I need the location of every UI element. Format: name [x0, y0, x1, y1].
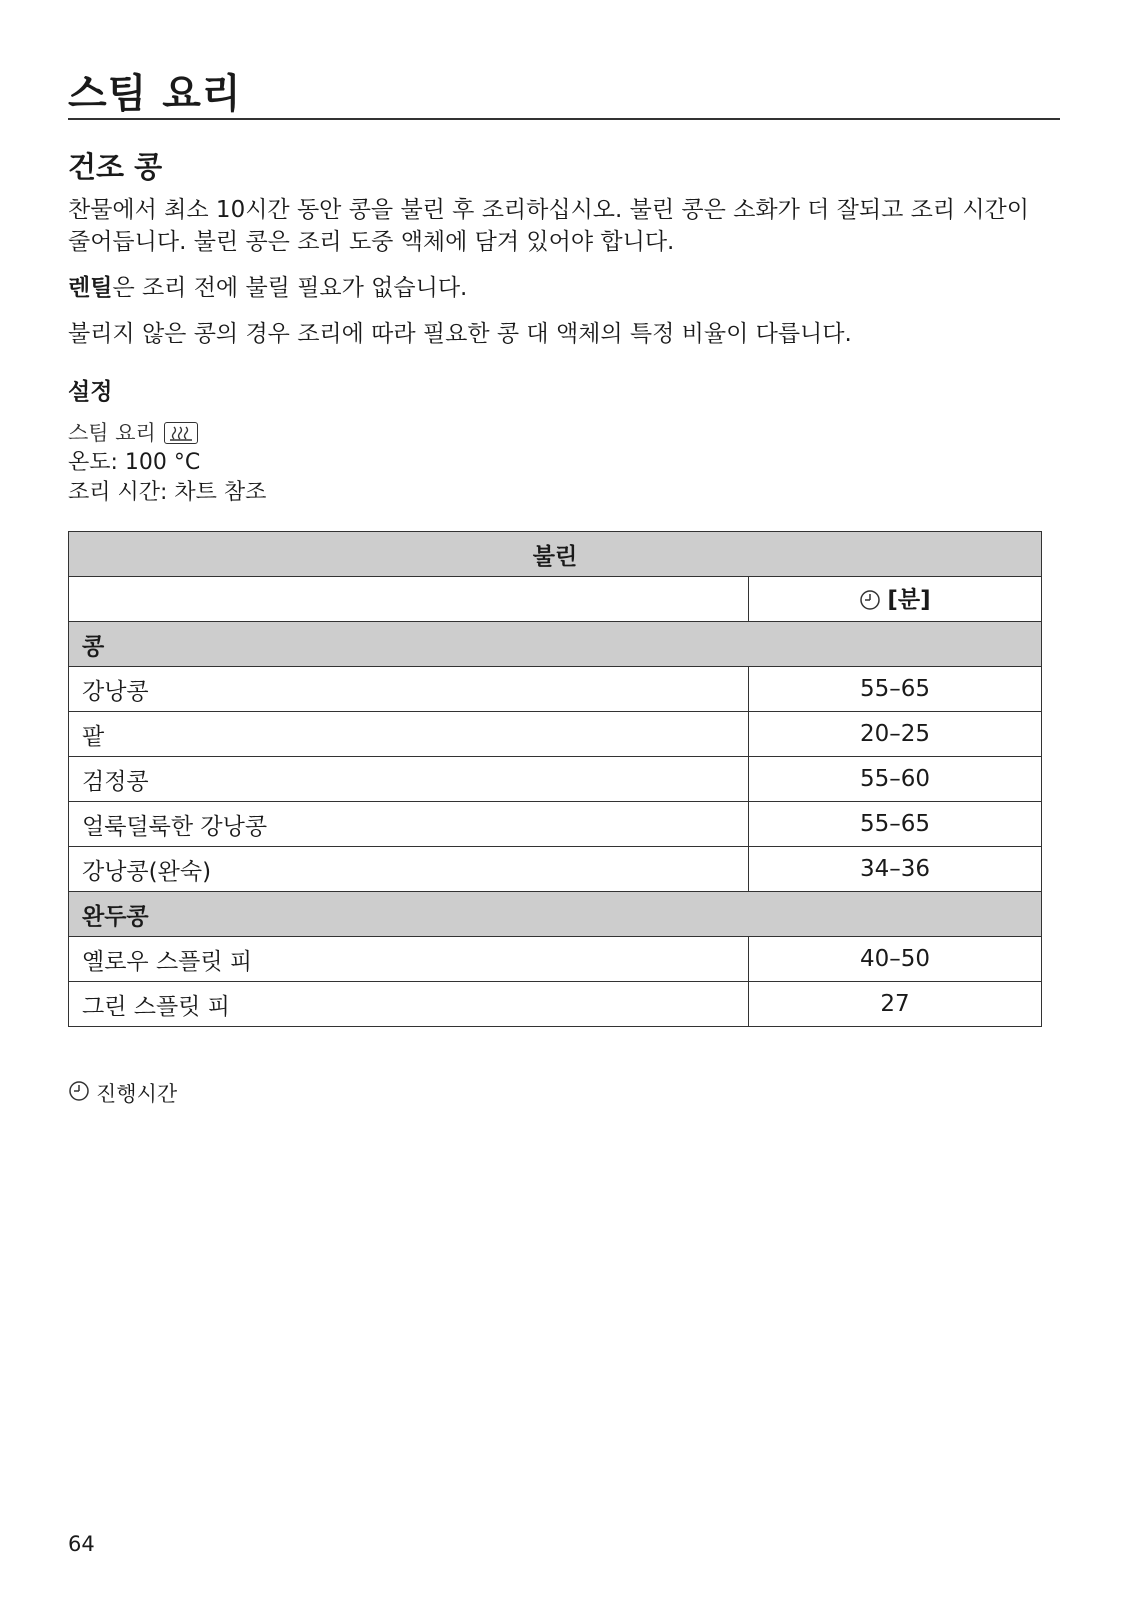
intro-paragraph: 찬물에서 최소 10시간 동안 콩을 불린 후 조리하십시오. 불린 콩은 소화가 더 잘되고 조리 시간이 줄어듭니다. 불린 콩은 조리 도중 액체에 담겨 있어야 합니다. — [68, 197, 1029, 255]
table-row — [69, 757, 1042, 802]
cook-time: 55–65 — [749, 802, 1042, 847]
table-group-row — [69, 892, 1042, 937]
table-group-label: 완두콩 — [69, 892, 1042, 937]
food-item: 팥 — [69, 712, 749, 757]
lentil-note — [68, 272, 1058, 304]
food-item: 그린 스플릿 피 — [69, 982, 749, 1027]
table-unit-row — [69, 577, 1042, 622]
title-divider — [68, 118, 1060, 120]
table-unit-cell — [749, 577, 1042, 622]
table-row — [69, 667, 1042, 712]
cook-time: 20–25 — [749, 712, 1042, 757]
settings-mode: 스팀 요리 — [68, 421, 156, 445]
settings-cook-time: 조리 시간: 차트 참조 — [68, 480, 267, 505]
table-unit-blank — [69, 577, 749, 622]
page-number: 64 — [68, 1532, 95, 1556]
food-item: 옐로우 스플릿 피 — [69, 937, 749, 982]
cook-time: 55–65 — [749, 667, 1042, 712]
legend-text: 진행시간 — [96, 1082, 178, 1106]
clock-icon — [68, 1080, 90, 1107]
settings-temperature: 온도: 100 °C — [68, 450, 201, 475]
food-item: 검정콩 — [69, 757, 749, 802]
table-row — [69, 847, 1042, 892]
time-unit: [분] — [887, 587, 931, 613]
page-title: 스팀 요리 — [68, 71, 242, 117]
cook-time: 34–36 — [749, 847, 1042, 892]
food-item: 강낭콩 — [69, 667, 749, 712]
table-row — [69, 937, 1042, 982]
cook-time: 55–60 — [749, 757, 1042, 802]
table-group-row — [69, 622, 1042, 667]
table-row — [69, 982, 1042, 1027]
table-row — [69, 712, 1042, 757]
settings-block — [68, 418, 266, 508]
table-row — [69, 802, 1042, 847]
settings-mode-row — [68, 418, 266, 448]
cook-time: 27 — [749, 982, 1042, 1027]
cooking-time-table — [68, 531, 1042, 1027]
cook-time: 40–50 — [749, 937, 1042, 982]
table-group-label: 콩 — [69, 622, 1042, 667]
section-title: 건조 콩 — [68, 150, 163, 184]
lentil-label: 렌틸 — [68, 275, 113, 301]
legend — [68, 1078, 177, 1108]
ratio-note: 불리지 않은 콩의 경우 조리에 따라 필요한 콩 대 액체의 특정 비율이 다릅니다. — [68, 321, 852, 347]
lentil-note-text: 은 조리 전에 불릴 필요가 없습니다. — [112, 275, 468, 301]
table-header-row — [69, 532, 1042, 577]
food-item: 얼룩덜룩한 강낭콩 — [69, 802, 749, 847]
steam-icon — [164, 422, 198, 444]
food-item: 강낭콩(완숙) — [69, 847, 749, 892]
table-header: 불린 — [69, 532, 1042, 577]
clock-icon — [859, 589, 881, 617]
settings-title: 설정 — [68, 379, 113, 405]
